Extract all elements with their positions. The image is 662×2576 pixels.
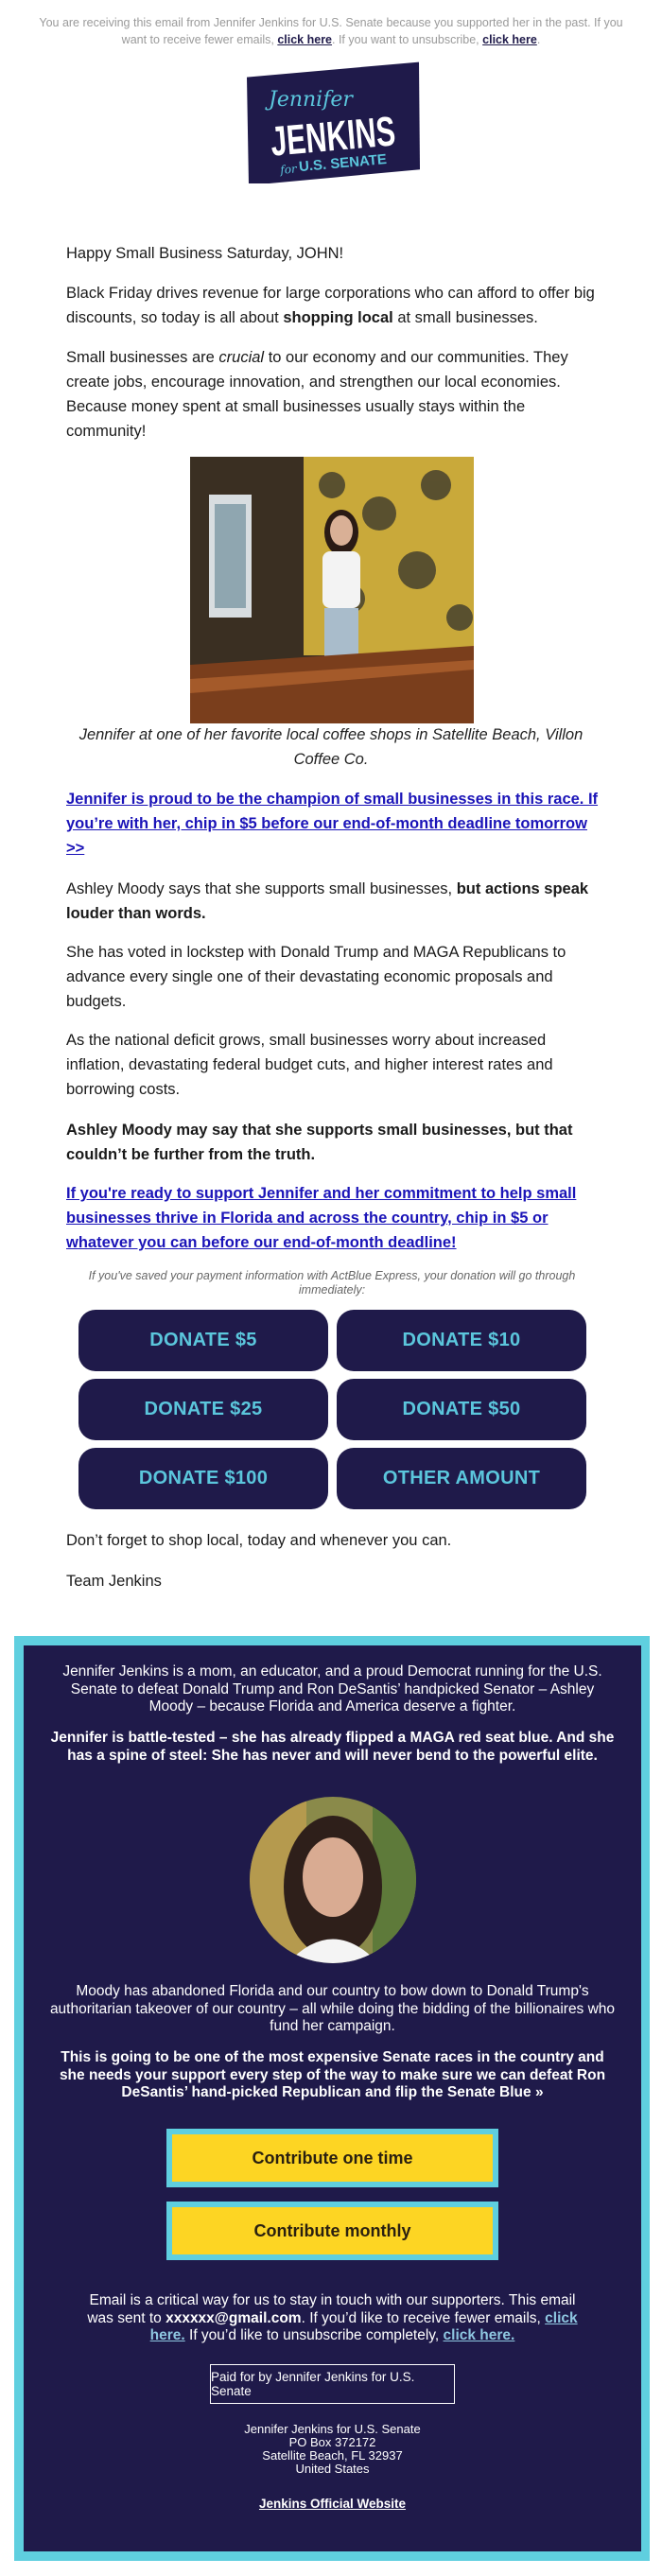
signoff: Team Jenkins — [66, 1573, 162, 1590]
paragraph-deficit: As the national deficit grows, small businesses worry about increased inflation, devastating federal budget cuts, and higher interest rates and borrowing costs. — [66, 1032, 553, 1098]
notice-text: . If you want to unsubscribe, — [332, 33, 483, 46]
text: Small businesses are — [66, 349, 219, 366]
actblue-note: If you've saved your payment information with ActBlue Express, your donation will go through immediately: — [88, 1269, 576, 1297]
text: Black Friday drives revenue for large corporations who can afford to offer big discounts, so today is all about — [66, 285, 595, 326]
paragraph-lockstep: She has voted in lockstep with Donald Trump and MAGA Republicans to advance every single one of their devastating economic proposals and budgets. — [66, 944, 566, 1010]
campaign-logo — [244, 61, 422, 183]
greeting: Happy Small Business Saturday, JOHN! — [66, 245, 344, 262]
donate-50-button[interactable]: DONATE $50 — [337, 1379, 586, 1440]
official-website-link[interactable]: Jenkins Official Website — [258, 2497, 407, 2511]
paragraph-small-businesses — [66, 345, 601, 444]
candidate-portrait — [250, 1797, 416, 1963]
footer-fewer-emails-link[interactable]: click here. — [149, 2309, 578, 2343]
text-italic: crucial — [218, 349, 265, 366]
footer-email-notice — [76, 2292, 589, 2345]
paid-for-disclaimer: Paid for by Jennifer Jenkins for U.S. Senate — [210, 2364, 455, 2404]
text: If you’d like to unsubscribe completely, — [184, 2327, 444, 2343]
contribute-monthly-button[interactable] — [166, 2202, 498, 2260]
text: Ashley Moody says that she supports small businesses, — [66, 880, 457, 897]
notice-text: . — [536, 33, 541, 46]
donate-25-button[interactable]: DONATE $25 — [78, 1379, 328, 1440]
footer-moody: Moody has abandoned Florida and our country to bow down to Donald Trump's authoritarian takeover of our country – all while doing the bidding of the billionaires who fund her campaign. — [49, 1983, 616, 2034]
donate-other-amount-button[interactable]: OTHER AMOUNT — [337, 1448, 586, 1509]
footer-bio: Jennifer Jenkins is a mom, an educator, and a proud Democrat running for the U.S. Senate to defeat Donald Trump and Ron DeSantis’ handpicked Senator – Ashley Moody – because Florida and America deserve a fighter. — [62, 1663, 602, 1714]
logo-script: Jennifer — [269, 88, 353, 112]
svg-text:JENKINS: JENKINS — [269, 103, 422, 165]
paragraph-actions — [66, 877, 601, 926]
fewer-emails-link[interactable]: click here — [277, 33, 333, 46]
paragraph-black-friday — [66, 281, 601, 330]
svg-text:for: for — [279, 162, 298, 177]
text-bold: shopping local — [283, 309, 393, 326]
svg-text:U.S. SENATE: U.S. SENATE — [298, 151, 388, 176]
coffee-shop-photo — [190, 457, 474, 723]
footer-unsubscribe-link[interactable]: click here. — [443, 2327, 515, 2343]
closing-text: Don’t forget to shop local, today and whenever you can. — [66, 1532, 452, 1549]
donate-100-button[interactable]: DONATE $100 — [78, 1448, 328, 1509]
donate-link-support[interactable]: If you're ready to support Jennifer and her commitment to help small businesses thrive in Florida and across the country, chip in $5 or whatever you can before our end-of-month deadline! — [66, 1185, 577, 1251]
photo-caption: Jennifer at one of her favorite local coffee shops in Satellite Beach, Villon Coffee Co. — [78, 726, 584, 768]
paragraph-truth: Ashley Moody may say that she supports small businesses, but that couldn’t be further from the truth. — [66, 1122, 573, 1163]
notice-text: You are receiving this email from Jennifer Jenkins for U.S. Senate because you supported her in the past. If you want to receive fewer emails, — [39, 16, 623, 46]
unsubscribe-link[interactable]: click here — [482, 33, 537, 46]
address-line: PO Box 372172 — [288, 2435, 376, 2449]
address-line: Satellite Beach, FL 32937 — [262, 2448, 403, 2463]
donate-5-button[interactable]: DONATE $5 — [78, 1310, 328, 1371]
text: Email is a critical way for us to stay in touch with our supporters. This email was sent to — [87, 2292, 576, 2326]
button-label: Contribute monthly — [172, 2207, 493, 2254]
text-bold: but actions speak louder than words. — [66, 880, 589, 922]
button-label: Contribute one time — [172, 2134, 493, 2182]
address-line: Jennifer Jenkins for U.S. Senate — [244, 2422, 421, 2436]
text: to our economy and our communities. They create jobs, encourage innovation, and strengthen our local economies. Because money spent at small businesses usually stays within the community! — [66, 349, 568, 440]
donate-10-button[interactable]: DONATE $10 — [337, 1310, 586, 1371]
donate-link-champion[interactable]: Jennifer is proud to be the champion of small businesses in this race. If you’re with her, chip in $5 before our end-of-month deadline tomorrow >> — [66, 791, 599, 857]
contribute-one-time-button[interactable] — [166, 2129, 498, 2187]
email-address: xxxxxx@gmail.com — [166, 2309, 302, 2326]
address-line: United States — [295, 2462, 370, 2476]
text: . If you’d like to receive fewer emails, — [301, 2309, 546, 2326]
mailing-address — [47, 2423, 618, 2476]
text: at small businesses. — [392, 309, 538, 326]
footer-expensive-race[interactable]: This is going to be one of the most expensive Senate races in the country and she needs your support every step of the way to make sure we can defeat Ron DeSantis’ hand-picked Republican and flip the Senate Blue » — [59, 2049, 606, 2100]
subscription-notice — [38, 14, 624, 48]
website-link-wrap — [47, 2496, 618, 2513]
footer-bio-bold: Jennifer is battle-tested – she has already flipped a MAGA red seat blue. And she has a spine of steel: She has never and will never bend to the powerful elite. — [50, 1730, 615, 1764]
